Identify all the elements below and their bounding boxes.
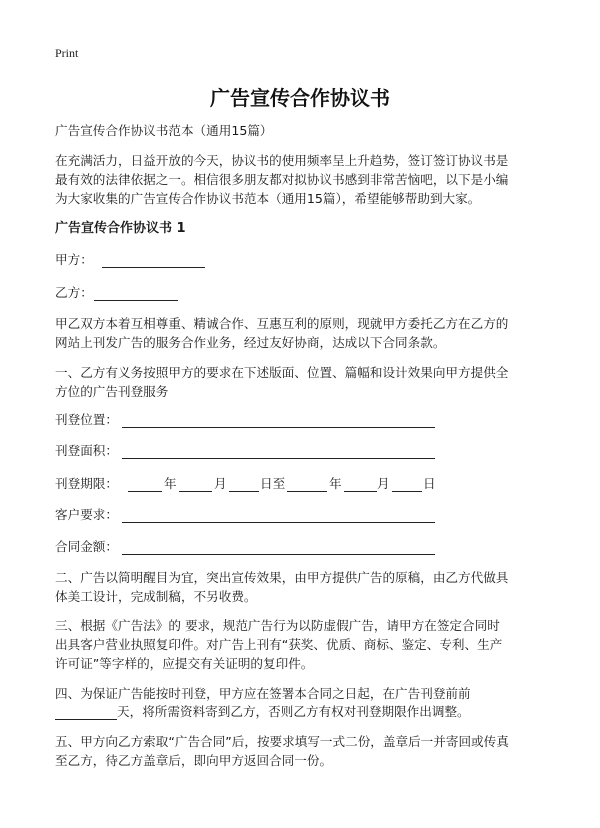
party-b-label: 乙方： bbox=[55, 285, 93, 300]
clause-1-line-1: 一、乙方有义务按照甲方的要求在下述版面、位置、篇幅和设计效果向甲方提供全 bbox=[55, 365, 509, 380]
amount-blank[interactable] bbox=[122, 540, 435, 555]
customer-field bbox=[55, 505, 118, 524]
start-year-unit: 年 bbox=[164, 476, 177, 491]
clause-4-line-1: 四、为保证广告能按时刊登，甲方应在签署本合同之日起，在广告刊登前前 bbox=[55, 686, 471, 701]
end-day-blank[interactable] bbox=[392, 477, 422, 492]
party-a-label: 甲方： bbox=[55, 252, 93, 267]
principle-line-2: 网站上刊发广告的服务合作业务，经过友好协商，达成以下合同条款。 bbox=[55, 335, 446, 350]
end-month-blank[interactable] bbox=[344, 477, 377, 492]
start-day-to: 日至 bbox=[260, 476, 286, 491]
principle-line-1: 甲乙双方本着互相尊重、精诚合作、互惠互利的原则，现就甲方委托乙方在乙方的 bbox=[55, 316, 509, 331]
period-field bbox=[55, 474, 455, 494]
party-b-field bbox=[55, 283, 93, 302]
clause-4-line-2 bbox=[55, 702, 545, 722]
period-label: 刊登期限： bbox=[55, 476, 118, 491]
customer-label: 客户要求： bbox=[55, 507, 118, 522]
start-year-blank[interactable] bbox=[128, 477, 162, 492]
position-label: 刊登位置： bbox=[55, 412, 118, 427]
amount-field bbox=[55, 537, 118, 556]
clause-3-line-2: 出具客户营业执照复印件。对广告上刊有“获奖、优质、商标、鉴定、专利、生产 bbox=[55, 637, 503, 652]
document-title: 广告宣传合作协议书 bbox=[210, 86, 390, 110]
start-month-blank[interactable] bbox=[179, 477, 212, 492]
end-day-unit: 日 bbox=[423, 476, 436, 491]
clause-2-line-2: 体美工设计，完成制稿，不另收费。 bbox=[55, 589, 257, 604]
customer-blank[interactable] bbox=[122, 508, 435, 523]
area-blank[interactable] bbox=[122, 444, 435, 459]
clause-2-line-1: 二、广告以简明醒目为宜，突出宣传效果，由甲方提供广告的原稿，由乙方代做具 bbox=[55, 570, 509, 585]
start-month-unit: 月 bbox=[214, 476, 227, 491]
party-a-field bbox=[55, 250, 93, 269]
end-year-blank[interactable] bbox=[287, 477, 327, 492]
amount-label: 合同金额： bbox=[55, 539, 118, 554]
days-before-blank[interactable] bbox=[55, 705, 117, 720]
intro-line-1: 在充满活力，日益开放的今天，协议书的使用频率呈上升趋势，签订签订协议书是 bbox=[55, 153, 509, 168]
section-heading: 广告宣传合作协议书 1 bbox=[55, 221, 186, 236]
end-year-unit: 年 bbox=[329, 476, 342, 491]
clause-5-line-1: 五、甲方向乙方索取“广告合同”后，按要求填写一式二份，盖章后一并寄回或传真 bbox=[55, 734, 509, 749]
print-link[interactable]: Print bbox=[55, 46, 79, 60]
intro-line-2: 最有效的法律依据之一。相信很多朋友都对拟协议书感到非常苦恼吧，以下是小编 bbox=[55, 172, 509, 187]
position-blank[interactable] bbox=[122, 413, 435, 428]
area-field bbox=[55, 441, 118, 460]
clause-5-line-2: 至乙方，待乙方盖章后，即向甲方返回合同一份。 bbox=[55, 753, 333, 768]
subtitle: 广告宣传合作协议书范本（通用15篇） bbox=[55, 123, 273, 138]
end-month-unit: 月 bbox=[377, 476, 390, 491]
area-label: 刊登面积： bbox=[55, 443, 118, 458]
clause-3-line-3: 许可证”等字样的，应提交有关证明的复印件。 bbox=[55, 656, 314, 671]
clause-1-line-2: 方位的广告刊登服务 bbox=[55, 384, 169, 399]
party-b-blank[interactable] bbox=[94, 286, 178, 301]
clause-4-text: 天，将所需资料寄到乙方，否则乙方有权对刊登期限作出调整。 bbox=[117, 704, 470, 719]
intro-line-3: 为大家收集的广告宣传合作协议书范本（通用15篇），希望能够帮助到大家。 bbox=[55, 191, 481, 206]
position-field bbox=[55, 410, 118, 429]
clause-3-line-1: 三、根据《广告法》的 要求，规范广告行为以防虚假广告，请甲方在签定合同时 bbox=[55, 618, 500, 633]
start-day-blank[interactable] bbox=[229, 477, 259, 492]
party-a-blank[interactable] bbox=[102, 253, 205, 268]
